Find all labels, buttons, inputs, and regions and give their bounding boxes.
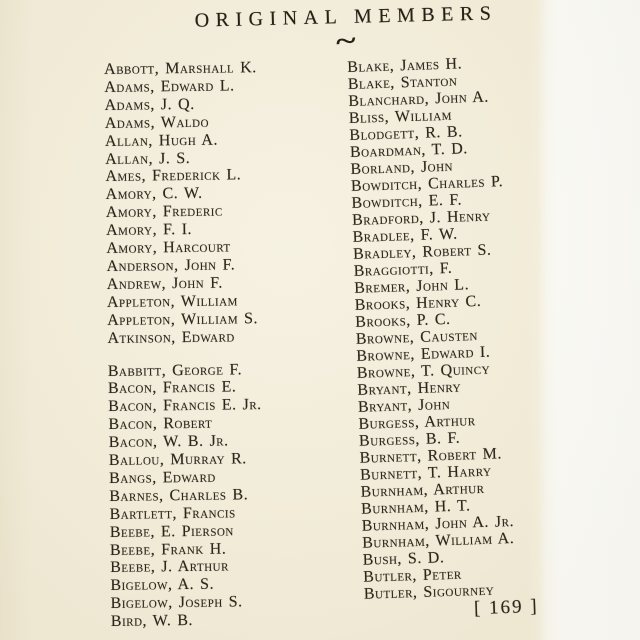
member-name: Braggiotti, F. <box>353 259 453 280</box>
member-name: Burnham, H. T. <box>360 497 471 518</box>
member-name: Adams, Waldo <box>104 113 210 132</box>
member-name: Bigelow, A. S. <box>110 576 215 595</box>
member-name: Bartlett, Francis <box>109 504 236 523</box>
member-name: Allan, J. S. <box>105 149 191 168</box>
member-name: Burnham, John A. Jr. <box>361 512 515 535</box>
member-name: Ames, Frederick L. <box>105 166 242 186</box>
member-name: Blanchard, John A. <box>348 88 490 110</box>
member-name: Abbott, Marshall K. <box>104 59 257 78</box>
member-name: Bradley, Robert S. <box>352 241 492 263</box>
member-name: Amory, F. I. <box>105 221 193 240</box>
member-name: Beebe, J. Arthur <box>110 557 229 577</box>
member-name: Allan, Hugh A. <box>104 131 219 150</box>
member-name: Bowditch, Charles P. <box>350 173 504 195</box>
member-name: Brooks, P. C. <box>355 310 451 331</box>
member-name: Amory, Harcourt <box>106 238 231 258</box>
member-name: Bird, W. B. <box>110 612 194 631</box>
member-name: Bacon, Robert <box>108 414 213 434</box>
member-name: Amory, C. W. <box>105 185 203 204</box>
member-name: Babbitt, George F. <box>107 360 243 380</box>
member-name: Brooks, Henry C. <box>354 292 482 314</box>
member-name: Burnett, T. Harry <box>359 462 492 484</box>
member-name: Burnett, Robert M. <box>359 445 503 467</box>
right-column <box>347 54 516 603</box>
member-name: Browne, T. Quincy <box>356 360 491 382</box>
member-name: Ballou, Murray R. <box>108 450 247 470</box>
member-name: Bryant, John <box>357 395 451 416</box>
member-name: Bangs, Edward <box>108 468 216 487</box>
member-name: Bacon, Francis E. Jr. <box>108 396 262 416</box>
member-name: Browne, Edward I. <box>356 343 491 365</box>
member-name: Bradlee, F. W. <box>352 225 458 246</box>
member-name: Burgess, B. F. <box>358 429 461 450</box>
member-name: Blodgett, R. B. <box>349 123 463 144</box>
member-name: Atkinson, Edward <box>107 328 235 347</box>
left-column <box>104 59 264 631</box>
member-name: Andrew, John F. <box>106 274 223 293</box>
member-name: Bacon, W. B. Jr. <box>108 432 229 452</box>
member-name: Appleton, William S. <box>107 309 259 329</box>
member-name: Blake, Stanton <box>347 72 458 93</box>
member-name: Bigelow, Joseph S. <box>110 593 243 613</box>
page-title: ORIGINAL MEMBERS <box>194 2 498 32</box>
member-name: Burgess, Arthur <box>358 412 476 433</box>
member-name: Bacon, Francis E. <box>107 378 237 398</box>
member-name: Bowditch, E. F. <box>351 191 463 212</box>
member-name: Butler, Peter <box>363 565 463 586</box>
member-name: Butler, Sigourney <box>363 581 495 603</box>
page-number: [ 169 ] <box>473 595 539 620</box>
member-name: Anderson, John F. <box>106 256 236 275</box>
tilde-ornament: ~ <box>334 25 358 58</box>
member-name: Browne, Causten <box>355 327 479 348</box>
member-name: Bliss, William <box>348 106 453 127</box>
member-name: Adams, J. Q. <box>104 95 195 114</box>
member-group-a <box>104 59 261 347</box>
member-name: Adams, Edward L. <box>104 77 235 96</box>
member-name: Bradford, J. Henry <box>351 207 491 229</box>
member-group-b-right <box>347 54 516 603</box>
member-name: Bryant, Henry <box>357 378 462 399</box>
member-name: Bremer, John L. <box>353 276 470 297</box>
member-name: Burnham, William A. <box>361 529 515 552</box>
member-name: Burnham, Arthur <box>360 479 485 501</box>
member-name: Boardman, T. D. <box>349 140 469 161</box>
member-name: Borland, John <box>350 157 454 178</box>
member-name: Beebe, Frank H. <box>109 540 227 559</box>
member-name: Bush, S. D. <box>362 549 445 569</box>
member-name: Blake, James H. <box>347 55 463 76</box>
member-name: Beebe, E. Pierson <box>109 522 234 541</box>
member-name: Barnes, Charles B. <box>109 486 249 505</box>
member-group-b-left <box>108 361 265 631</box>
member-name: Amory, Frederic <box>105 202 223 222</box>
member-name: Appleton, William <box>106 292 238 311</box>
